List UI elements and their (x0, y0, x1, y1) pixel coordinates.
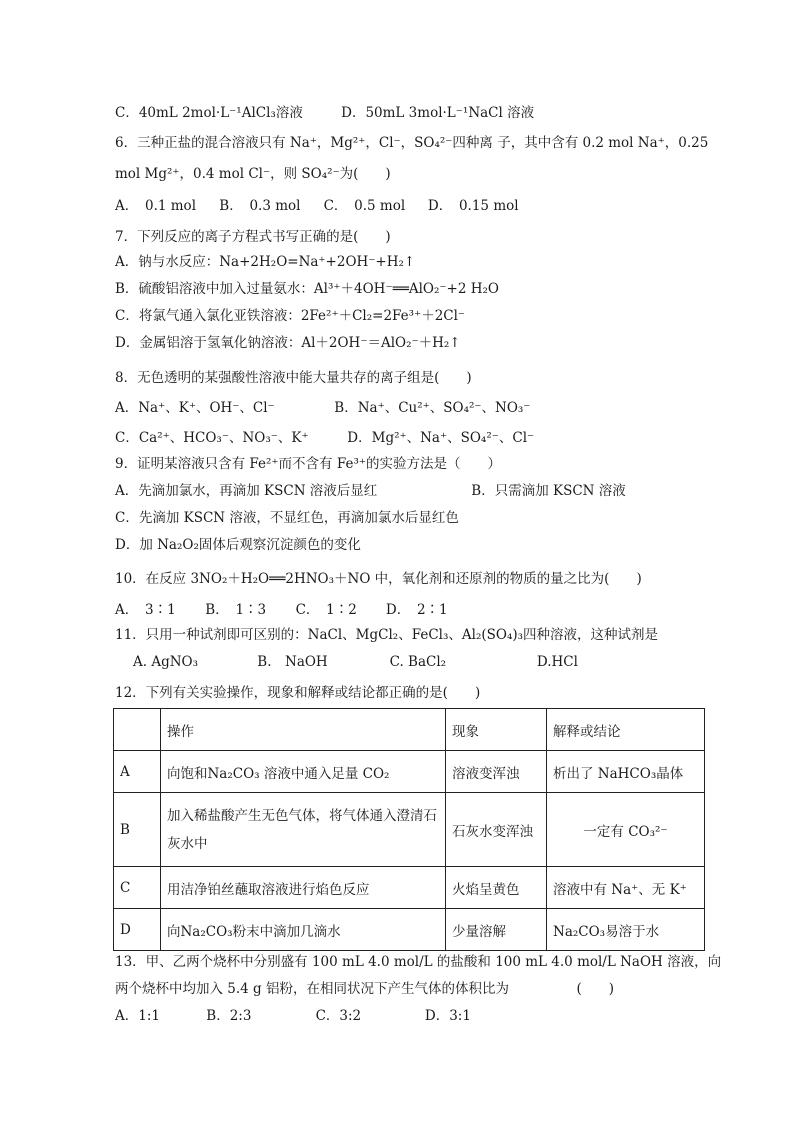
q12-row-phenomenon: 溶液变浑浊 (446, 751, 547, 793)
q11-option-c: C. BaCl₂ (389, 654, 447, 670)
q10-option-a: A． 3∶1 (115, 602, 176, 618)
q10-stem: 10．在反应 3NO₂＋H₂O══2HNO₃＋NO 中，氧化剂和还原剂的物质的量之比为( ) (115, 571, 642, 587)
q6-option-c: C． 0.5 mol (323, 198, 406, 214)
q12-row-operation: 用洁净铂丝蘸取溶液进行焰色反应 (161, 867, 446, 909)
table-row (114, 751, 705, 793)
q9-option-a: A．先滴加氯水，再滴加 KSCN 溶液后显红 (115, 483, 378, 499)
q13-option-c: C．3:2 (315, 1008, 362, 1024)
q12-row-conclusion: Na₂CO₃易溶于水 (547, 909, 705, 951)
q12-row-operation: 向饱和Na₂CO₃ 溶液中通入足量 CO₂ (161, 751, 446, 793)
q6-stem-line1: 6．三种正盐的混合溶液只有 Na⁺，Mg²⁺，Cl⁻，SO₄²⁻四种离 子，其中含有 0.2 mol Na⁺，0.25 (115, 135, 709, 151)
q5-option-c: C．40mL 2mol·L⁻¹AlCl₃溶液 (115, 105, 303, 121)
q12-row-label: B (114, 793, 161, 867)
q12-row-conclusion: 溶液中有 Na⁺、无 K⁺ (547, 867, 705, 909)
q13-stem-line1: 13．甲、乙两个烧杯中分别盛有 100 mL 4.0 mol/L 的盐酸和 100 mL 4.0 mol/L NaOH 溶液，向 (115, 954, 722, 970)
table-row (114, 793, 705, 867)
q12-header-phenomenon: 现象 (446, 709, 547, 751)
q13-stem-line2: 两个烧杯中均加入 5.4 g 铝粉，在相同状况下产生气体的体积比为 ( ) (115, 981, 615, 997)
q8-option-c: C．Ca²⁺、HCO₃⁻、NO₃⁻、K⁺ (115, 430, 309, 446)
q13-option-b: B．2:3 (206, 1008, 252, 1024)
q12-stem: 12．下列有关实验操作，现象和解释或结论都正确的是( ) (115, 685, 481, 701)
q7-stem: 7．下列反应的离子方程式书写正确的是( ) (115, 229, 391, 245)
q12-header-operation: 操作 (161, 709, 446, 751)
q7-option-d: D．金属铝溶于氢氧化钠溶液：Al＋2OH⁻＝AlO₂⁻＋H₂↑ (115, 335, 461, 351)
q9-option-d: D．加 Na₂O₂固体后观察沉淀颜色的变化 (115, 537, 361, 553)
q12-row-label: A (114, 751, 161, 793)
q11-option-b: B. NaOH (257, 654, 328, 670)
q12-row-operation: 向Na₂CO₃粉末中滴加几滴水 (161, 909, 446, 951)
q10-options-line (115, 600, 448, 620)
q12-header-row (114, 709, 705, 751)
q5-options-line (115, 103, 534, 123)
q6-option-b: B． 0.3 mol (219, 198, 301, 214)
q12-row-phenomenon: 石灰水变浑浊 (446, 793, 547, 867)
q10-option-c: C． 1∶2 (295, 602, 357, 618)
q12-row-label: C (114, 867, 161, 909)
q12-header-label (114, 709, 161, 751)
q12-row-conclusion: 析出了 NaHCO₃晶体 (547, 751, 705, 793)
q10-option-d: D． 2∶1 (385, 602, 448, 618)
q13-option-d: D．3:1 (424, 1008, 471, 1024)
q8-option-b: B．Na⁺、Cu²⁺、SO₄²⁻、NO₃⁻ (334, 400, 531, 416)
q8-options-ab (115, 398, 530, 418)
q12-row-phenomenon: 火焰呈黄色 (446, 867, 547, 909)
q12-header-conclusion: 解释或结论 (547, 709, 705, 751)
q5-option-d: D．50mL 3mol·L⁻¹NaCl 溶液 (341, 105, 535, 121)
q6-option-d: D． 0.15 mol (427, 198, 519, 214)
q10-option-b: B． 1∶3 (205, 602, 267, 618)
q9-option-b: B．只需滴加 KSCN 溶液 (471, 483, 626, 499)
q13-option-a: A．1:1 (115, 1008, 160, 1024)
q8-option-d: D．Mg²⁺、Na⁺、SO₄²⁻、Cl⁻ (347, 430, 535, 446)
q8-options-cd (115, 428, 534, 448)
q6-options-line (115, 196, 519, 216)
q8-option-a: A．Na⁺、K⁺、OH⁻、Cl⁻ (115, 400, 275, 416)
q6-option-a: A． 0.1 mol (115, 198, 197, 214)
q12-row-operation: 加入稀盐酸产生无色气体，将气体通入澄清石灰水中 (161, 793, 446, 867)
table-row (114, 867, 705, 909)
q11-options-line (133, 652, 578, 672)
q7-option-c: C．将氯气通入氯化亚铁溶液：2Fe²⁺＋Cl₂=2Fe³⁺＋2Cl⁻ (115, 308, 466, 324)
q12-table (113, 708, 705, 951)
q7-option-a: A．钠与水反应：Na+2H₂O=Na⁺+2OH⁻+H₂↑ (115, 254, 416, 270)
table-row (114, 909, 705, 951)
q9-options-ab (115, 481, 626, 501)
q13-options-line (115, 1006, 471, 1026)
q7-option-b: B．硫酸铝溶液中加入过量氨水：Al³⁺＋4OH⁻══AlO₂⁻+2 H₂O (115, 281, 499, 297)
q12-row-phenomenon: 少量溶解 (446, 909, 547, 951)
q9-option-c: C．先滴加 KSCN 溶液，不显红色，再滴加氯水后显红色 (115, 510, 459, 526)
q11-option-a: A. AgNO₃ (133, 654, 199, 670)
q9-stem: 9．证明某溶液只含有 Fe²⁺而不含有 Fe³⁺的实验方法是（ ） (115, 456, 501, 472)
q12-row-label: D (114, 909, 161, 951)
q8-stem: 8．无色透明的某强酸性溶液中能大量共存的离子组是( ) (115, 370, 472, 386)
q11-stem: 11．只用一种试剂即可区别的：NaCl、MgCl₂、FeCl₃、Al₂(SO₄)₃四种溶液，这种试剂是 (115, 627, 659, 643)
q11-option-d: D.HCl (536, 654, 578, 670)
q12-row-conclusion: 一定有 CO₃²⁻ (547, 793, 705, 867)
q6-stem-line2: mol Mg²⁺，0.4 mol Cl⁻，则 SO₄²⁻为( ) (115, 166, 391, 182)
